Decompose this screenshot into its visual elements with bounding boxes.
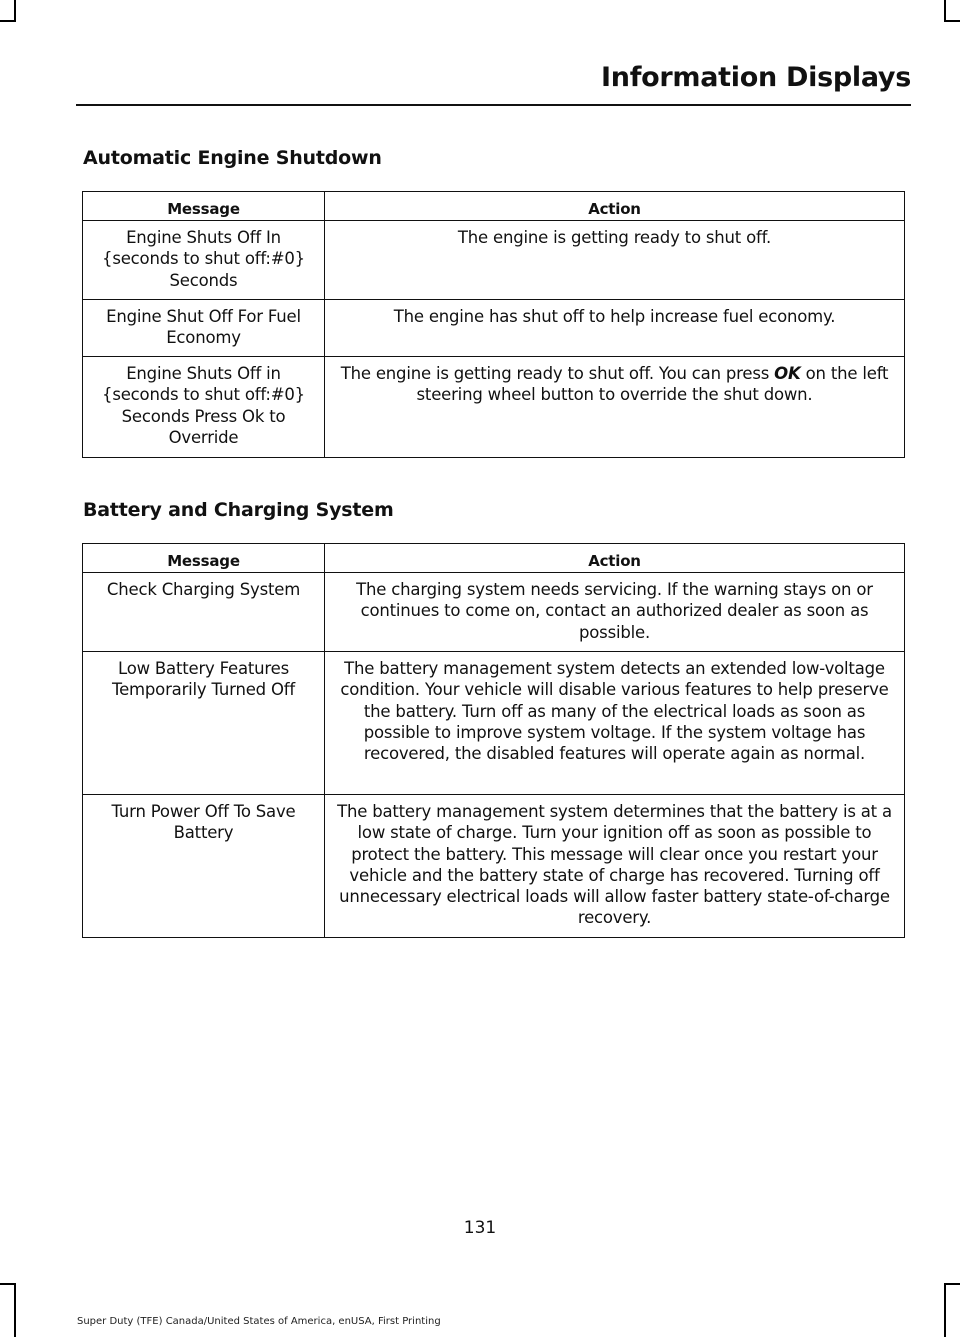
- section-title-battery-charging: Battery and Charging System: [83, 499, 394, 521]
- table-row: [83, 573, 905, 652]
- message-cell: Low Battery Features Temporarily Turned Off: [83, 652, 325, 795]
- message-cell: Engine Shuts Off In {seconds to shut off:#0} Seconds: [83, 221, 325, 300]
- action-text: The battery management system determines that the battery is at a low state of charge. Turn your ignition off as soon as possible to protect the battery. This message will clear once you restart your vehicle and the battery state of charge has recovered. Turning off unnecessary electrical loads will allow faster battery state-of-charge recovery.: [337, 802, 892, 928]
- crop-mark: [0, 20, 16, 22]
- action-cell: [325, 795, 905, 938]
- message-cell: Engine Shut Off For Fuel Economy: [83, 300, 325, 357]
- action-cell: [325, 221, 905, 300]
- footer-text: Super Duty (TFE) Canada/United States of America, enUSA, First Printing: [77, 1316, 441, 1327]
- action-cell: [325, 652, 905, 795]
- message-cell: Engine Shuts Off in {seconds to shut off:#0} Seconds Press Ok to Override: [83, 357, 325, 458]
- column-header-message: Message: [83, 192, 325, 221]
- table-row: [83, 652, 905, 795]
- action-text: The charging system needs servicing. If the warning stays on or continues to come on, contact an authorized dealer as soon as possible.: [356, 580, 873, 642]
- column-header-message: Message: [83, 544, 325, 573]
- engine-shutdown-table: [82, 191, 905, 458]
- message-cell: Turn Power Off To Save Battery: [83, 795, 325, 938]
- header-divider: [76, 104, 911, 106]
- crop-mark: [0, 1283, 16, 1285]
- table-row: [83, 795, 905, 938]
- table-header-row: [83, 192, 905, 221]
- table-row: [83, 357, 905, 458]
- page-number: 131: [463, 1218, 497, 1238]
- table-header-row: [83, 544, 905, 573]
- action-text: The engine has shut off to help increase fuel economy.: [393, 307, 836, 327]
- crop-mark: [944, 1283, 960, 1285]
- action-text: The engine is getting ready to shut off.: [457, 228, 772, 248]
- action-text: The battery management system detects an extended low-voltage condition. Your vehicle will disable various features to help preserve the battery. Turn off as many of the electrical loads as soon as possible to improve system voltage. If the system voltage has recovered, the disabled features will operate again as normal.: [340, 659, 889, 764]
- table-row: [83, 300, 905, 357]
- crop-mark: [944, 1283, 946, 1337]
- action-text: The engine is getting ready to shut off. You can press: [340, 364, 775, 384]
- column-header-action: Action: [325, 192, 905, 221]
- column-header-action: Action: [325, 544, 905, 573]
- action-emphasis: OK: [774, 364, 801, 384]
- battery-charging-table: [82, 543, 905, 938]
- action-cell: [325, 573, 905, 652]
- action-text-continued: on the left steering wheel button to override the shut down.: [416, 364, 889, 405]
- message-cell: Check Charging System: [83, 573, 325, 652]
- section-title-engine-shutdown: Automatic Engine Shutdown: [83, 147, 382, 169]
- action-cell: [325, 300, 905, 357]
- crop-mark: [14, 0, 16, 22]
- page-header-title: Information Displays: [601, 62, 911, 93]
- table-row: [83, 221, 905, 300]
- crop-mark: [944, 0, 946, 22]
- crop-mark: [944, 20, 960, 22]
- action-cell: [325, 357, 905, 458]
- crop-mark: [14, 1283, 16, 1337]
